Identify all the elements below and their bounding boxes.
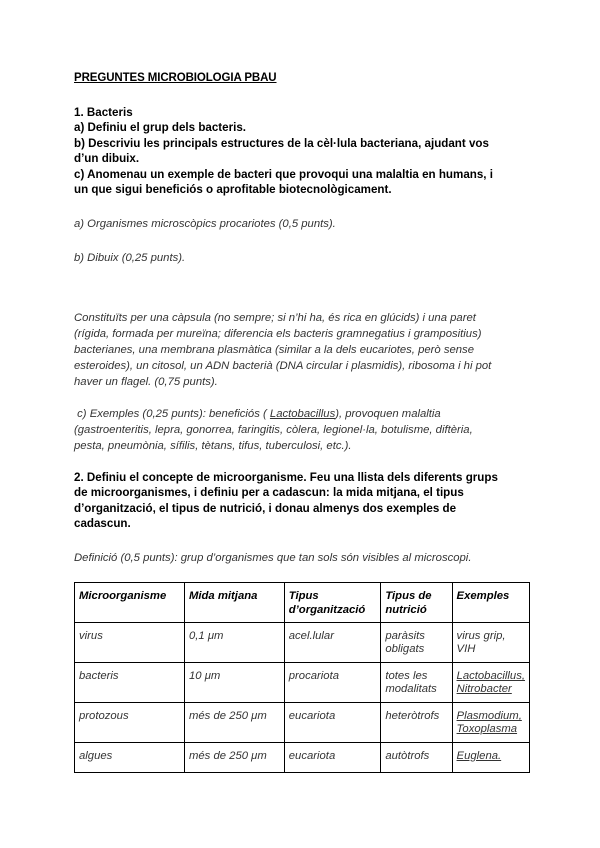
- a1-examples-line2: (gastroenteritis, lepra, gonorrea, faringitis, còlera, legionel·la, botulisme, diftèria,: [74, 424, 473, 436]
- cell-nutricio: totes les modalitats: [381, 663, 452, 703]
- header-tipus-organitzacio: Tipus d’organització: [284, 583, 381, 623]
- a1-structures: [74, 310, 530, 390]
- table-row: [75, 703, 530, 743]
- q1-part-a: a) Definiu el grup dels bacteris.: [74, 121, 247, 135]
- cell-organitzacio: eucariota: [284, 743, 381, 773]
- cell-mida: 0,1 μm: [184, 623, 284, 663]
- a1-structures-line2: (rígida, formada per mureïna; diferencia els bacteris gramnegatius i grampositius): [74, 328, 482, 340]
- header-microorganisme: Microorganisme: [75, 583, 185, 623]
- question-2: [74, 470, 530, 532]
- cell-exemples: Lactobacillus, Nitrobacter: [452, 663, 529, 703]
- table-row: [75, 743, 530, 773]
- a1-structures-line1: Constituïts per una càpsula (no sempre; si n’hi ha, és rica en glúcids) i una paret: [74, 312, 476, 324]
- a2-definition: Definició (0,5 punts): grup d’organismes que tan sols són visibles al microscopi.: [74, 552, 472, 564]
- cell-organitzacio: acel.lular: [284, 623, 381, 663]
- header-exemples: Exemples: [452, 583, 529, 623]
- a1-structures-line3: bacterianes, una membrana plasmàtica (similar a la dels eucariotes, però sense: [74, 344, 474, 356]
- document-page: [74, 72, 530, 762]
- a1-answer-b: b) Dibuix (0,25 punts).: [74, 252, 186, 264]
- cell-organitzacio: eucariota: [284, 703, 381, 743]
- cell-exemples: virus grip, VIH: [452, 623, 529, 663]
- cell-mida: més de 250 μm: [184, 703, 284, 743]
- question-1: [74, 105, 530, 197]
- a1-examples: [74, 406, 530, 454]
- cell-exemples: Plasmodium, Toxoplasma: [452, 703, 529, 743]
- q1-part-c-line2: un que sigui beneficiós o aprofitable biotecnològicament.: [74, 183, 392, 197]
- cell-mida: 10 μm: [184, 663, 284, 703]
- a1-examples-prefix: c) Exemples (0,25 punts): beneficiós (: [74, 408, 270, 420]
- q1-part-b-line2: d’un dibuix.: [74, 152, 140, 166]
- cell-organitzacio: procariota: [284, 663, 381, 703]
- cell-exemples: Euglena.: [452, 743, 529, 773]
- q1-part-c-line1: c) Anomenau un exemple de bacteri que provoqui una malaltia en humans, i: [74, 167, 493, 181]
- cell-mida: més de 250 μm: [184, 743, 284, 773]
- cell-microorganisme: bacteris: [75, 663, 185, 703]
- table-header-row: [75, 583, 530, 623]
- document-title: PREGUNTES MICROBIOLOGIA PBAU: [74, 72, 277, 84]
- q1-part-b-line1: b) Descriviu les principals estructures de la cèl·lula bacteriana, ajudant vos: [74, 136, 489, 150]
- q1-heading: 1. Bacteris: [74, 106, 133, 119]
- cell-nutricio: autòtrofs: [381, 743, 452, 773]
- cell-microorganisme: algues: [75, 743, 185, 773]
- table-row: [75, 663, 530, 703]
- lactobacillus-link[interactable]: Lactobacillus: [269, 408, 336, 420]
- microorganism-table: [74, 582, 530, 773]
- a1-examples-line1: [74, 406, 530, 422]
- a1-structures-line4: esteroides), un citosol, un ADN bacterià (DNA circular i plasmidis), ribosoma i hi pot: [74, 360, 492, 372]
- cell-microorganisme: virus: [75, 623, 185, 663]
- a1-examples-suffix: ), provoquen malaltia: [335, 408, 441, 420]
- q2-line2: de microorganismes, i definiu per a cadascun: la mida mitjana, el tipus: [74, 486, 464, 500]
- cell-nutricio: heteròtrofs: [381, 703, 452, 743]
- q2-line1: 2. Definiu el concepte de microorganisme. Feu una llista dels diferents grups: [74, 471, 498, 484]
- q2-line4: cadascun.: [74, 517, 131, 531]
- q2-line3: d’organització, el tipus de nutrició, i donau almenys dos exemples de: [74, 501, 457, 515]
- table-row: [75, 623, 530, 663]
- a1-answer-a: a) Organismes microscòpics procariotes (0,5 punts).: [74, 218, 336, 230]
- cell-microorganisme: protozous: [75, 703, 185, 743]
- cell-nutricio: paràsits obligats: [381, 623, 452, 663]
- header-tipus-nutricio: Tipus de nutrició: [381, 583, 452, 623]
- a1-structures-line5: haver un flagel. (0,75 punts).: [74, 376, 218, 388]
- header-mida-mitjana: Mida mitjana: [184, 583, 284, 623]
- a1-examples-line3: pesta, pneumònia, sífilis, tètans, tifus, tuberculosi, etc.).: [74, 440, 352, 452]
